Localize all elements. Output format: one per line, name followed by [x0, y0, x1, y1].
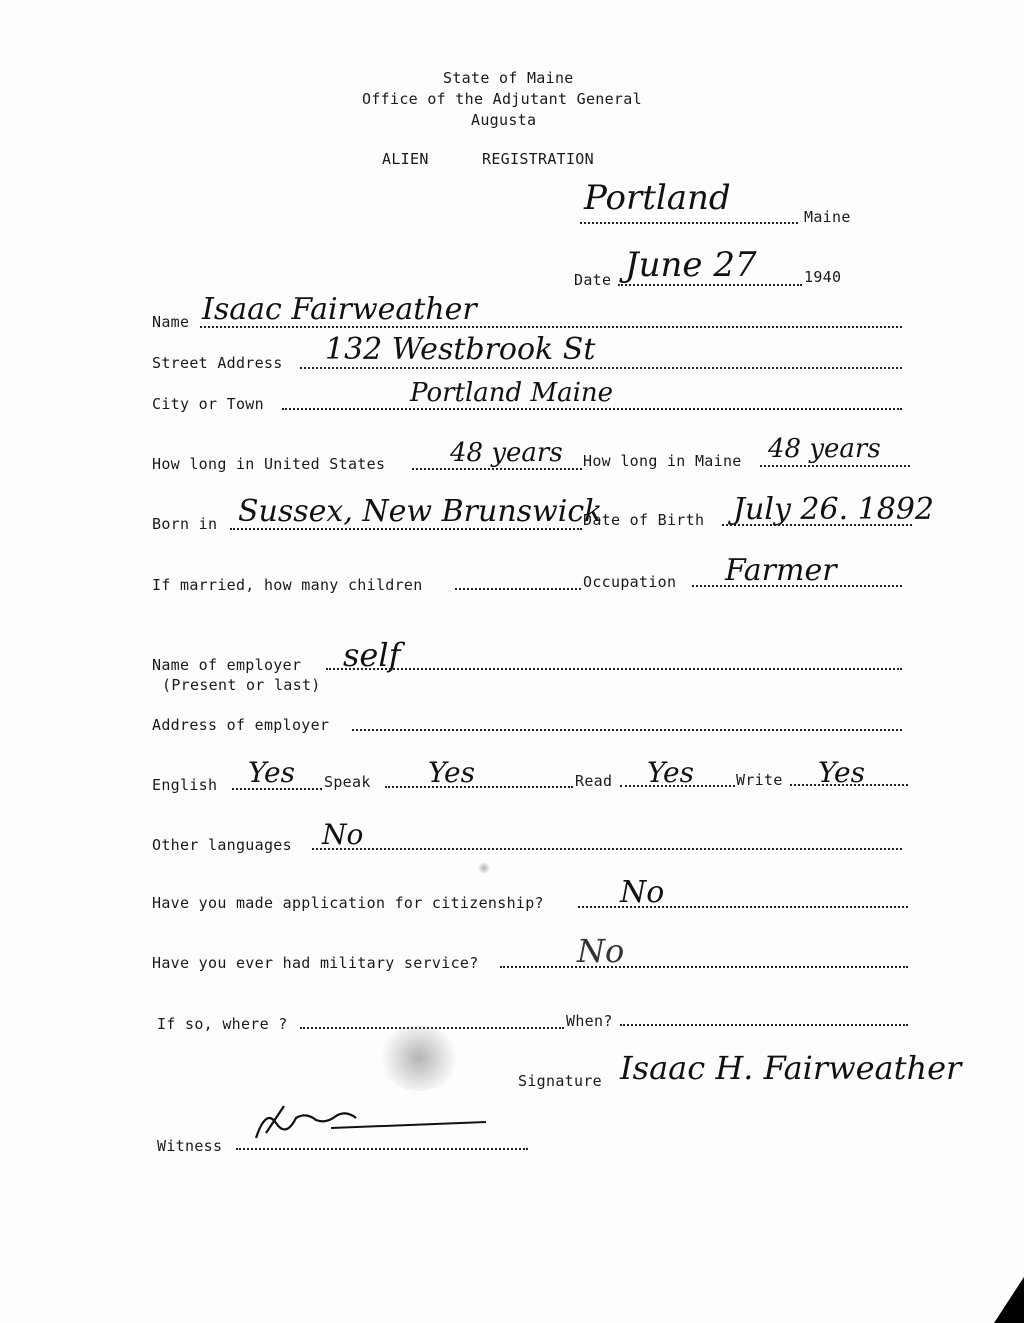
birth-date-label: Date of Birth: [583, 511, 705, 529]
birth-date-dots: [722, 524, 912, 526]
name-dots: [200, 326, 902, 328]
employer-label: Name of employer: [152, 656, 302, 674]
children-label: If married, how many children: [152, 576, 423, 594]
children-dots: [455, 588, 581, 590]
street-value: 132 Westbrook St: [325, 332, 596, 367]
military-dots: [500, 966, 908, 968]
scan-corner-shadow: [994, 1277, 1024, 1323]
maine-duration-dots: [760, 465, 910, 467]
employer-dots: [326, 668, 902, 670]
us-duration-label: How long in United States: [152, 455, 386, 473]
citizenship-dots: [578, 906, 908, 908]
where-label: If so, where ?: [157, 1015, 288, 1033]
us-duration-value: 48 years: [450, 438, 563, 468]
maine-duration-label: How long in Maine: [583, 452, 742, 470]
place-state-label: Maine: [804, 208, 851, 226]
employer-address-label: Address of employer: [152, 716, 330, 734]
witness-dots: [236, 1148, 528, 1150]
when-dots: [620, 1024, 908, 1026]
read-value: Yes: [647, 756, 694, 789]
other-languages-value: No: [322, 818, 364, 851]
occupation-dots: [692, 585, 902, 587]
date-year: 1940: [804, 268, 842, 286]
form-title-alien: ALIEN: [382, 150, 429, 168]
place-dots: [580, 222, 798, 224]
born-in-dots: [230, 528, 582, 530]
small-stain: [478, 862, 490, 874]
name-value: Isaac Fairweather: [202, 292, 477, 327]
date-dots: [618, 284, 802, 286]
header-office: Office of the Adjutant General: [362, 90, 642, 108]
city-dots: [282, 408, 902, 410]
citizenship-label: Have you made application for citizenship?: [152, 894, 544, 912]
write-value: Yes: [818, 756, 865, 789]
english-dots: [232, 788, 322, 790]
born-in-value: Sussex, New Brunswick: [238, 494, 603, 529]
header-state: State of Maine: [443, 69, 574, 87]
employer-address-dots: [352, 729, 902, 731]
other-languages-label: Other languages: [152, 836, 292, 854]
english-label: English: [152, 776, 218, 794]
english-value: Yes: [248, 756, 295, 789]
born-in-label: Born in: [152, 515, 218, 533]
military-label: Have you ever had military service?: [152, 954, 479, 972]
date-label: Date: [574, 271, 612, 289]
speak-dots: [385, 786, 573, 788]
place-city-value: Portland: [584, 178, 731, 218]
other-languages-dots: [312, 848, 902, 850]
header-city: Augusta: [471, 111, 537, 129]
witness-initials-scribble: [236, 1098, 496, 1148]
street-dots: [300, 367, 902, 369]
occupation-value: Farmer: [725, 553, 837, 588]
street-label: Street Address: [152, 354, 283, 372]
employer-sublabel: (Present or last): [162, 676, 321, 694]
maine-duration-value: 48 years: [768, 434, 881, 464]
speak-value: Yes: [428, 756, 475, 789]
form-title-registration: REGISTRATION: [482, 150, 594, 168]
name-label: Name: [152, 313, 190, 331]
read-dots: [620, 785, 735, 787]
ink-stain: [380, 1025, 458, 1091]
signature-value: Isaac H. Fairweather: [620, 1049, 962, 1087]
city-label: City or Town: [152, 395, 264, 413]
when-label: When?: [566, 1012, 613, 1030]
birth-date-value: July 26. 1892: [733, 492, 935, 527]
date-value: June 27: [625, 245, 757, 285]
read-label: Read: [575, 772, 613, 790]
write-dots: [790, 784, 908, 786]
occupation-label: Occupation: [583, 573, 677, 591]
military-value: No: [577, 932, 625, 970]
citizenship-value: No: [620, 875, 665, 910]
witness-label: Witness: [157, 1137, 223, 1155]
speak-label: Speak: [324, 773, 371, 791]
write-label: Write: [736, 771, 783, 789]
city-value: Portland Maine: [410, 378, 614, 408]
us-duration-dots: [412, 468, 582, 470]
signature-label: Signature: [518, 1072, 602, 1090]
employer-value: self: [343, 636, 401, 674]
